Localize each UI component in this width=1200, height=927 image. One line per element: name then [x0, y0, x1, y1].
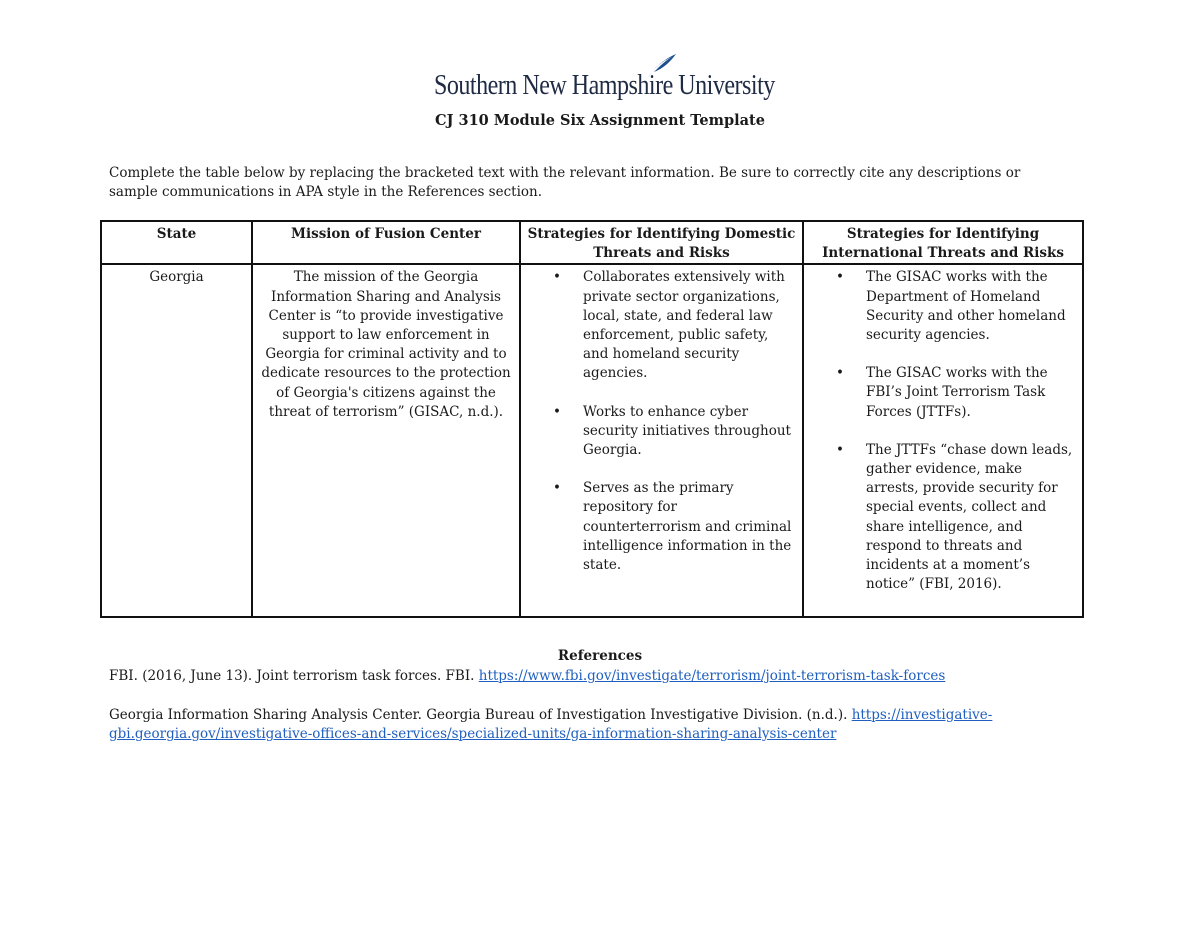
state-cell: Georgia: [101, 264, 252, 617]
header-domestic-strategies: Strategies for Identifying Domestic Threats and Risks: [520, 221, 803, 264]
domestic-strategies-cell: [520, 264, 803, 617]
list-item: • Works to enhance cyber security initiatives throughout Georgia.: [553, 403, 791, 459]
reference-text: Georgia Information Sharing Analysis Center. Georgia Bureau of Investigation Investigative Division. (n.d.).: [109, 707, 852, 723]
bullet-icon: •: [836, 269, 844, 286]
mission-cell: The mission of the Georgia Information Sharing and Analysis Center is “to provide investigative support to law enforcement in Georgia for criminal activity and to dedicate resources to the protection of Georgia's citizens against the threat of terrorism” (GISAC, n.d.).: [252, 264, 520, 617]
document-title: CJ 310 Module Six Assignment Template: [435, 112, 765, 129]
references-heading: References: [557, 648, 643, 664]
reference-entry: [109, 706, 1009, 744]
list-item: • The GISAC works with the FBI’s Joint Terrorism Task Forces (JTTFs).: [836, 365, 1048, 420]
domestic-strategies-list: [527, 268, 796, 575]
header-mission: Mission of Fusion Center: [252, 221, 520, 264]
list-item: • The GISAC works with the Department of Homeland Security and other homeland security agencies.: [836, 269, 1066, 344]
header-international-strategies: Strategies for Identifying International Threats and Risks: [803, 221, 1083, 264]
list-item: • Serves as the primary repository for counterterrorism and criminal intelligence information in the state.: [553, 480, 792, 574]
international-strategies-list: [810, 268, 1076, 594]
list-item: • Collaborates extensively with private sector organizations, local, state, and federal law enforcement, public safety, and homeland security agencies.: [553, 269, 785, 382]
bullet-icon: •: [553, 403, 561, 420]
assignment-table: [100, 220, 1084, 618]
list-item: • The JTTFs “chase down leads, gather evidence, make arrests, provide security for special events, collect and share intelligence, and respond to threats and incidents at a moment’s notice” (FBI, 2016).: [836, 441, 1073, 593]
international-strategies-cell: [803, 264, 1083, 617]
university-logo: [434, 56, 774, 104]
bullet-icon: •: [836, 441, 844, 458]
logo-wordmark: Southern New Hampshire University: [434, 70, 775, 101]
bullet-icon: •: [553, 480, 561, 497]
reference-link[interactable]: https://www.fbi.gov/investigate/terrorism/joint-terrorism-task-forces: [478, 668, 946, 684]
table-header-row: [101, 221, 1083, 264]
reference-link[interactable]: https://investigative-gbi.georgia.gov/investigative-offices-and-services/specialized-units/ga-information-sharing-analysis-center: [109, 707, 993, 742]
header-state: State: [101, 221, 252, 264]
reference-text: FBI. (2016, June 13). Joint terrorism task forces. FBI.: [109, 668, 479, 684]
instructions-paragraph: Complete the table below by replacing the bracketed text with the relevant information. Be sure to correctly cite any descriptions or sample communications in APA style in the References section.: [109, 165, 1021, 200]
bullet-icon: •: [553, 269, 561, 286]
reference-entry: [109, 667, 1009, 686]
table-row: [101, 264, 1083, 617]
bullet-icon: •: [836, 365, 844, 382]
